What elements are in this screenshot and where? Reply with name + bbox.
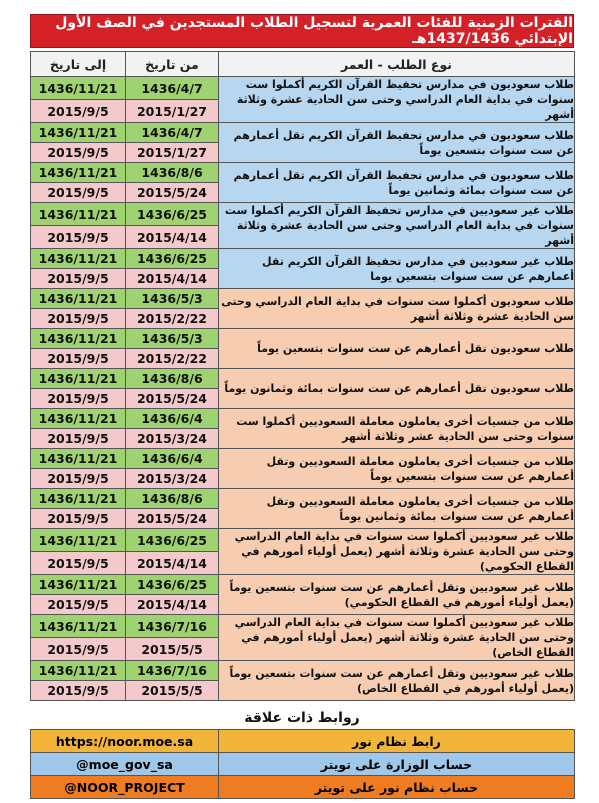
page-title: الفترات الزمنية للفئات العمرية لتسجيل الطلاب المستجدين في الصف الأول الإبتدائي 1437/1436هـ <box>30 14 574 48</box>
table-row <box>31 123 575 143</box>
link-row <box>31 776 575 799</box>
from-date-gregorian: 2015/2/22 <box>126 349 219 369</box>
to-date-gregorian: 2015/9/5 <box>31 509 126 529</box>
link-ministry-label: حساب الوزارة على تويتر <box>219 753 575 776</box>
to-date-gregorian: 2015/9/5 <box>31 309 126 329</box>
link-row <box>31 730 575 753</box>
student-type-description: طلاب سعوديون في مدارس تحفيظ القرآن الكريم تقل أعمارهم عن ست سنوات بتسعين يوماً <box>219 123 575 163</box>
link-noor-label: رابط نظام نور <box>219 730 575 753</box>
link-noor-twitter[interactable]: @NOOR_PROJECT <box>31 776 219 799</box>
from-date-gregorian: 2015/1/27 <box>126 143 219 163</box>
to-date-hijri: 1436/11/21 <box>31 409 126 429</box>
to-date-gregorian: 2015/9/5 <box>31 681 126 701</box>
from-date-gregorian: 2015/5/5 <box>126 681 219 701</box>
to-date-gregorian: 2015/9/5 <box>31 183 126 203</box>
table-row <box>31 489 575 509</box>
to-date-gregorian: 2015/9/5 <box>31 226 126 249</box>
header-to-date: إلى تاريخ <box>31 52 126 77</box>
to-date-gregorian: 2015/9/5 <box>31 595 126 615</box>
table-row <box>31 369 575 389</box>
from-date-hijri: 1436/4/7 <box>126 123 219 143</box>
to-date-hijri: 1436/11/21 <box>31 203 126 226</box>
student-type-description: طلاب سعوديون أكملوا ست سنوات في بداية العام الدراسي وحتى سن الحادية عشرة وثلاثة أشهر <box>219 289 575 329</box>
from-date-hijri: 1436/6/4 <box>126 409 219 429</box>
table-row <box>31 575 575 595</box>
header-type: نوع الطلب - العمر <box>219 52 575 77</box>
to-date-gregorian: 2015/9/5 <box>31 143 126 163</box>
links-title: روابط ذات علاقة <box>244 710 360 726</box>
schedule-table <box>30 51 575 701</box>
to-date-hijri: 1436/11/21 <box>31 249 126 269</box>
link-noor-url[interactable]: https://noor.moe.sa <box>31 730 219 753</box>
from-date-gregorian: 2015/1/27 <box>126 100 219 123</box>
link-noor-twitter-label: حساب نظام نور على تويتر <box>219 776 575 799</box>
to-date-gregorian: 2015/9/5 <box>31 100 126 123</box>
to-date-hijri: 1436/11/21 <box>31 289 126 309</box>
from-date-hijri: 1436/8/6 <box>126 489 219 509</box>
to-date-gregorian: 2015/9/5 <box>31 638 126 661</box>
from-date-hijri: 1436/5/3 <box>126 329 219 349</box>
link-ministry-twitter[interactable]: @moe_gov_sa <box>31 753 219 776</box>
from-date-gregorian: 2015/4/14 <box>126 269 219 289</box>
from-date-hijri: 1436/5/3 <box>126 289 219 309</box>
from-date-hijri: 1436/7/16 <box>126 615 219 638</box>
table-row <box>31 163 575 183</box>
student-type-description: طلاب غير سعوديين في مدارس تحفيظ القرآن الكريم تقل أعمارهم عن ست سنوات بتسعين يوما <box>219 249 575 289</box>
to-date-gregorian: 2015/9/5 <box>31 429 126 449</box>
table-row <box>31 249 575 269</box>
to-date-hijri: 1436/11/21 <box>31 661 126 681</box>
link-row <box>31 753 575 776</box>
from-date-gregorian: 2015/2/22 <box>126 309 219 329</box>
student-type-description: طلاب غير سعوديين في مدارس تحفيظ القرآن الكريم أكملوا ست سنوات في بداية العام الدراسي وحتى سن الحادية عشرة وثلاثة أشهر <box>219 203 575 249</box>
to-date-gregorian: 2015/9/5 <box>31 552 126 575</box>
student-type-description: طلاب من جنسيات أخرى يعاملون معاملة السعوديين أكملوا ست سنوات وحتى سن الحادية عشر وثلاثة أشهر <box>219 409 575 449</box>
schedule-sheet <box>30 14 574 799</box>
table-row <box>31 409 575 429</box>
student-type-description: طلاب سعوديون في مدارس تحفيظ القرآن الكريم تقل أعمارهم عن ست سنوات بمائة وثمانين يوماً <box>219 163 575 203</box>
from-date-hijri: 1436/6/4 <box>126 449 219 469</box>
to-date-hijri: 1436/11/21 <box>31 575 126 595</box>
student-type-description: طلاب غير سعوديين وتقل أعمارهم عن ست سنوات بتسعين يوماً (يعمل أولياء أمورهم في القطاع الحكومي) <box>219 575 575 615</box>
from-date-gregorian: 2015/4/14 <box>126 595 219 615</box>
from-date-hijri: 1436/4/7 <box>126 77 219 100</box>
to-date-hijri: 1436/11/21 <box>31 77 126 100</box>
student-type-description: طلاب سعوديون تقل أعمارهم عن ست سنوات بمائة وثمانون يوماً <box>219 369 575 409</box>
table-row <box>31 449 575 469</box>
to-date-hijri: 1436/11/21 <box>31 329 126 349</box>
from-date-hijri: 1436/7/16 <box>126 661 219 681</box>
from-date-gregorian: 2015/5/5 <box>126 638 219 661</box>
from-date-hijri: 1436/6/25 <box>126 203 219 226</box>
to-date-hijri: 1436/11/21 <box>31 123 126 143</box>
to-date-hijri: 1436/11/21 <box>31 449 126 469</box>
header-from-date: من تاريخ <box>126 52 219 77</box>
to-date-gregorian: 2015/9/5 <box>31 389 126 409</box>
table-row <box>31 615 575 638</box>
table-row <box>31 529 575 552</box>
from-date-gregorian: 2015/4/14 <box>126 226 219 249</box>
student-type-description: طلاب غير سعوديين أكملوا ست سنوات في بداية العام الدراسي وحتى سن الحادية عشرة وثلاثة أشهر (يعمل أولياء أمورهم في القطاع الخاص) <box>219 615 575 661</box>
student-type-description: طلاب غير سعوديين أكملوا ست سنوات في بداية العام الدراسي وحتى سن الحادية عشرة وثلاثة أشهر (يعمل أولياء أمورهم في القطاع الحكومي) <box>219 529 575 575</box>
to-date-gregorian: 2015/9/5 <box>31 469 126 489</box>
table-row <box>31 329 575 349</box>
table-row <box>31 289 575 309</box>
from-date-gregorian: 2015/5/24 <box>126 389 219 409</box>
table-row <box>31 77 575 100</box>
to-date-hijri: 1436/11/21 <box>31 369 126 389</box>
from-date-hijri: 1436/8/6 <box>126 163 219 183</box>
from-date-hijri: 1436/6/25 <box>126 249 219 269</box>
student-type-description: طلاب سعوديون تقل أعمارهم عن ست سنوات بتسعين يوماً <box>219 329 575 369</box>
from-date-gregorian: 2015/3/24 <box>126 429 219 449</box>
from-date-gregorian: 2015/3/24 <box>126 469 219 489</box>
table-row <box>31 203 575 226</box>
student-type-description: طلاب غير سعوديين وتقل أعمارهم عن ست سنوات بتسعين يوماً (يعمل أولياء أمورهم في القطاع الخاص) <box>219 661 575 701</box>
to-date-gregorian: 2015/9/5 <box>31 269 126 289</box>
to-date-hijri: 1436/11/21 <box>31 163 126 183</box>
from-date-gregorian: 2015/4/14 <box>126 552 219 575</box>
to-date-hijri: 1436/11/21 <box>31 489 126 509</box>
student-type-description: طلاب من جنسيات أخرى يعاملون معاملة السعوديين وتقل أعمارهم عن ست سنوات بمائة وثمانين يوماً <box>219 489 575 529</box>
table-row <box>31 661 575 681</box>
table-header-row <box>31 52 575 77</box>
from-date-gregorian: 2015/5/24 <box>126 183 219 203</box>
student-type-description: طلاب من جنسيات أخرى يعاملون معاملة السعوديين وتقل أعمارهم عن ست سنوات بتسعين يوماً <box>219 449 575 489</box>
from-date-hijri: 1436/6/25 <box>126 575 219 595</box>
to-date-hijri: 1436/11/21 <box>31 529 126 552</box>
schedule-body <box>31 77 575 701</box>
links-table <box>30 729 575 799</box>
to-date-hijri: 1436/11/21 <box>31 615 126 638</box>
from-date-gregorian: 2015/5/24 <box>126 509 219 529</box>
student-type-description: طلاب سعوديون في مدارس تحفيظ القرآن الكريم أكملوا ست سنوات في بداية العام الدراسي وحتى سن الحادية عشرة وثلاثة أشهر <box>219 77 575 123</box>
from-date-hijri: 1436/6/25 <box>126 529 219 552</box>
from-date-hijri: 1436/8/6 <box>126 369 219 389</box>
to-date-gregorian: 2015/9/5 <box>31 349 126 369</box>
